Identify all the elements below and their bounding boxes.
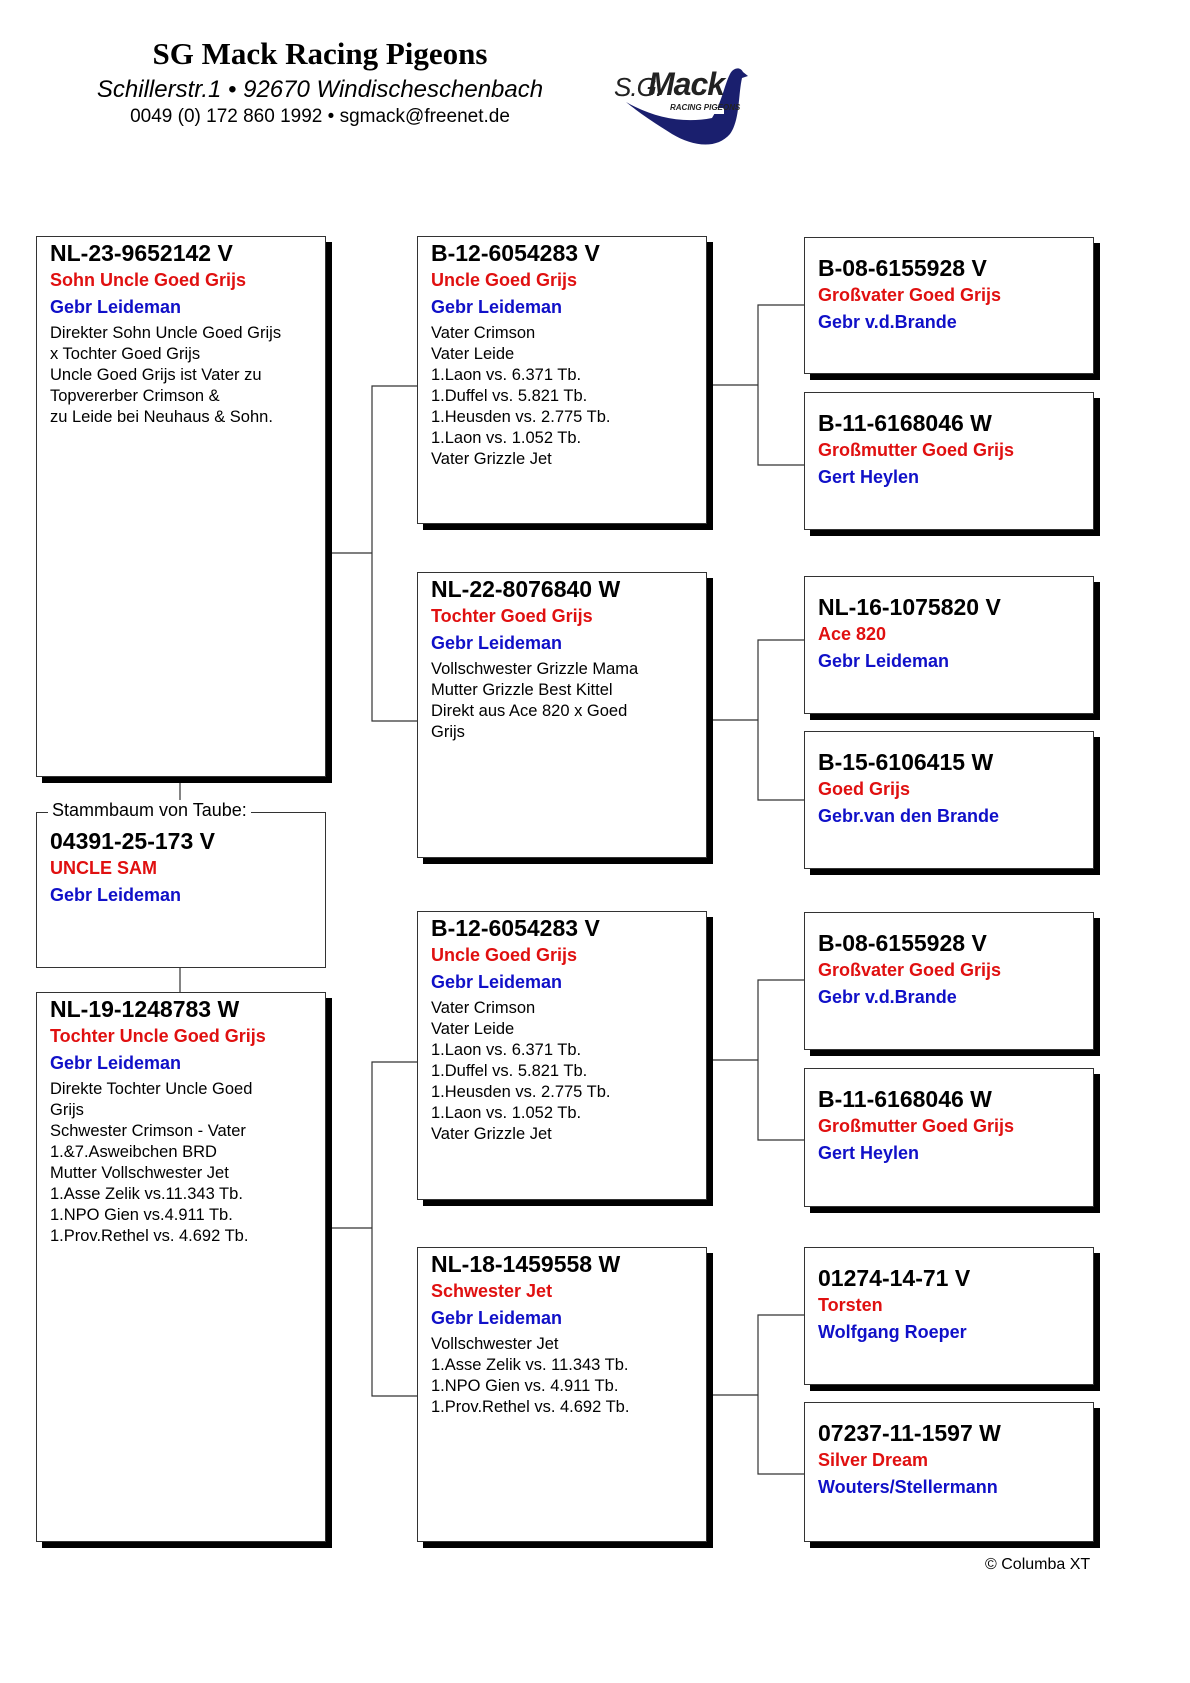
pigeon-name: Großvater Goed Grijs — [818, 285, 1002, 305]
breeder-name: Gebr Leideman — [50, 297, 182, 317]
breeder-name: Gebr Leideman — [431, 1308, 563, 1328]
pedigree-card-grandparent[interactable] — [417, 236, 707, 524]
pedigree-of-label: Stammbaum von Taube: — [48, 800, 251, 821]
breeder-name: Gebr.van den Brande — [818, 806, 1000, 826]
breeder-title: SG Mack Racing Pigeons — [152, 36, 488, 71]
pigeon-notes: Direkter Sohn Uncle Goed Grijs x Tochter Goed Grijs Uncle Goed Grijs ist Vater zu Topvererber Crimson & zu Leide bei Neuhaus & Sohn. — [50, 324, 282, 426]
pigeon-name: Großmutter Goed Grijs — [818, 1116, 1015, 1136]
ring-number: NL-23-9652142 V — [50, 240, 233, 266]
pigeon-name: UNCLE SAM — [50, 858, 157, 878]
ring-number: NL-19-1248783 W — [50, 996, 240, 1022]
pigeon-name: Tochter Uncle Goed Grijs — [50, 1026, 266, 1046]
ring-number: NL-18-1459558 W — [431, 1251, 621, 1277]
ring-number: 04391-25-173 V — [50, 828, 215, 854]
breeder-name: Gebr Leideman — [818, 651, 950, 671]
breeder-name: Wouters/Stellermann — [818, 1477, 998, 1497]
pedigree-card-mother[interactable] — [36, 992, 326, 1542]
pedigree-card-great-grandparent[interactable] — [804, 237, 1094, 374]
ring-number: NL-22-8076840 W — [431, 576, 621, 602]
breeder-name: Gebr Leideman — [431, 297, 563, 317]
ring-number: B-11-6168046 W — [818, 410, 992, 436]
ring-number: B-11-6168046 W — [818, 1086, 992, 1112]
breeder-name: Gert Heylen — [818, 1143, 920, 1163]
pedigree-card-great-grandparent[interactable] — [804, 1402, 1094, 1542]
pigeon-notes: Direkte Tochter Uncle Goed Grijs Schwester Crimson - Vater 1.&7.Asweibchen BRD Mutter Vollschwester Jet 1.Asse Zelik vs.11.343 Tb. 1.NPO Gien vs.4.911 Tb. 1.Prov.Rethel vs. 4.692 Tb. — [50, 1080, 253, 1245]
pigeon-name: Uncle Goed Grijs — [431, 270, 578, 290]
connector-gp4-parents — [758, 1315, 804, 1474]
pigeon-notes: Vollschwester Jet 1.Asse Zelik vs. 11.343 Tb. 1.NPO Gien vs. 4.911 Tb. 1.Prov.Rethel vs. 4.692 Tb. — [431, 1335, 630, 1416]
breeder-name: Gebr Leideman — [431, 972, 563, 992]
pigeon-notes: Vollschwester Grizzle Mama Mutter Grizzle Best Kittel Direkt aus Ace 820 x Goed Grijs — [431, 660, 639, 741]
pigeon-name: Sohn Uncle Goed Grijs — [50, 270, 247, 290]
pedigree-card-great-grandparent[interactable] — [804, 731, 1094, 869]
connector-mother-parents — [372, 1062, 417, 1396]
breeder-name: Gebr Leideman — [50, 885, 182, 905]
ring-number: 07237-11-1597 W — [818, 1420, 1001, 1446]
breeder-name: Gebr v.d.Brande — [818, 312, 957, 332]
pedigree-card-subject[interactable] — [36, 812, 326, 968]
breeder-name: Gebr v.d.Brande — [818, 987, 957, 1007]
pigeon-name: Schwester Jet — [431, 1281, 553, 1301]
ring-number: B-15-6106415 W — [818, 749, 994, 775]
pedigree-card-grandparent[interactable] — [417, 1247, 707, 1542]
ring-number: B-12-6054283 V — [431, 915, 600, 941]
pedigree-card-grandparent[interactable] — [417, 911, 707, 1200]
pigeon-name: Großvater Goed Grijs — [818, 960, 1002, 980]
pedigree-card-great-grandparent[interactable] — [804, 576, 1094, 714]
pigeon-name: Ace 820 — [818, 624, 887, 644]
pigeon-name: Uncle Goed Grijs — [431, 945, 578, 965]
pigeon-notes: Vater Crimson Vater Leide 1.Laon vs. 6.371 Tb. 1.Duffel vs. 5.821 Tb. 1.Heusden vs. 2.775 Tb. 1.Laon vs. 1.052 Tb. Vater Grizzle Jet — [431, 999, 611, 1143]
pedigree-card-great-grandparent[interactable] — [804, 912, 1094, 1050]
ring-number: B-12-6054283 V — [431, 240, 600, 266]
breeder-address: Schillerstr.1 • 92670 Windischeschenbach — [96, 76, 544, 103]
ring-number: NL-16-1075820 V — [818, 594, 1001, 620]
pigeon-name: Silver Dream — [818, 1450, 929, 1470]
connector-gp2-parents — [758, 640, 804, 800]
breeder-name: Gebr Leideman — [50, 1053, 182, 1073]
connector-gp3-parents — [758, 980, 804, 1140]
connector-father-parents — [372, 386, 417, 721]
breeder-name: Wolfgang Roeper — [818, 1322, 967, 1342]
pedigree-card-great-grandparent[interactable] — [804, 1247, 1094, 1385]
logo-subtitle: RACING PIGEONS — [670, 103, 741, 112]
pedigree-card-grandparent[interactable] — [417, 572, 707, 858]
pigeon-name: Großmutter Goed Grijs — [818, 440, 1015, 460]
pigeon-name: Tochter Goed Grijs — [431, 606, 593, 626]
logo-mack-text: Mack — [648, 66, 725, 102]
ring-number: 01274-14-71 V — [818, 1265, 971, 1291]
logo-sg-text: S.G. — [614, 72, 663, 102]
pigeon-notes: Vater Crimson Vater Leide 1.Laon vs. 6.371 Tb. 1.Duffel vs. 5.821 Tb. 1.Heusden vs. 2.775 Tb. 1.Laon vs. 1.052 Tb. Vater Grizzle Jet — [431, 324, 611, 468]
pigeon-name: Goed Grijs — [818, 779, 911, 799]
breeder-contact: 0049 (0) 172 860 1992 • sgmack@freenet.de — [130, 106, 510, 127]
breeder-name: Gert Heylen — [818, 467, 920, 487]
pedigree-card-great-grandparent[interactable] — [804, 392, 1094, 530]
pigeon-name: Torsten — [818, 1295, 883, 1315]
copyright-notice: © Columba XT — [985, 1556, 1091, 1573]
breeder-name: Gebr Leideman — [431, 633, 563, 653]
ring-number: B-08-6155928 V — [818, 930, 987, 956]
connector-gp1-parents — [758, 305, 804, 465]
pedigree-card-father[interactable] — [36, 236, 326, 777]
ring-number: B-08-6155928 V — [818, 255, 987, 281]
pedigree-card-great-grandparent[interactable] — [804, 1068, 1094, 1207]
